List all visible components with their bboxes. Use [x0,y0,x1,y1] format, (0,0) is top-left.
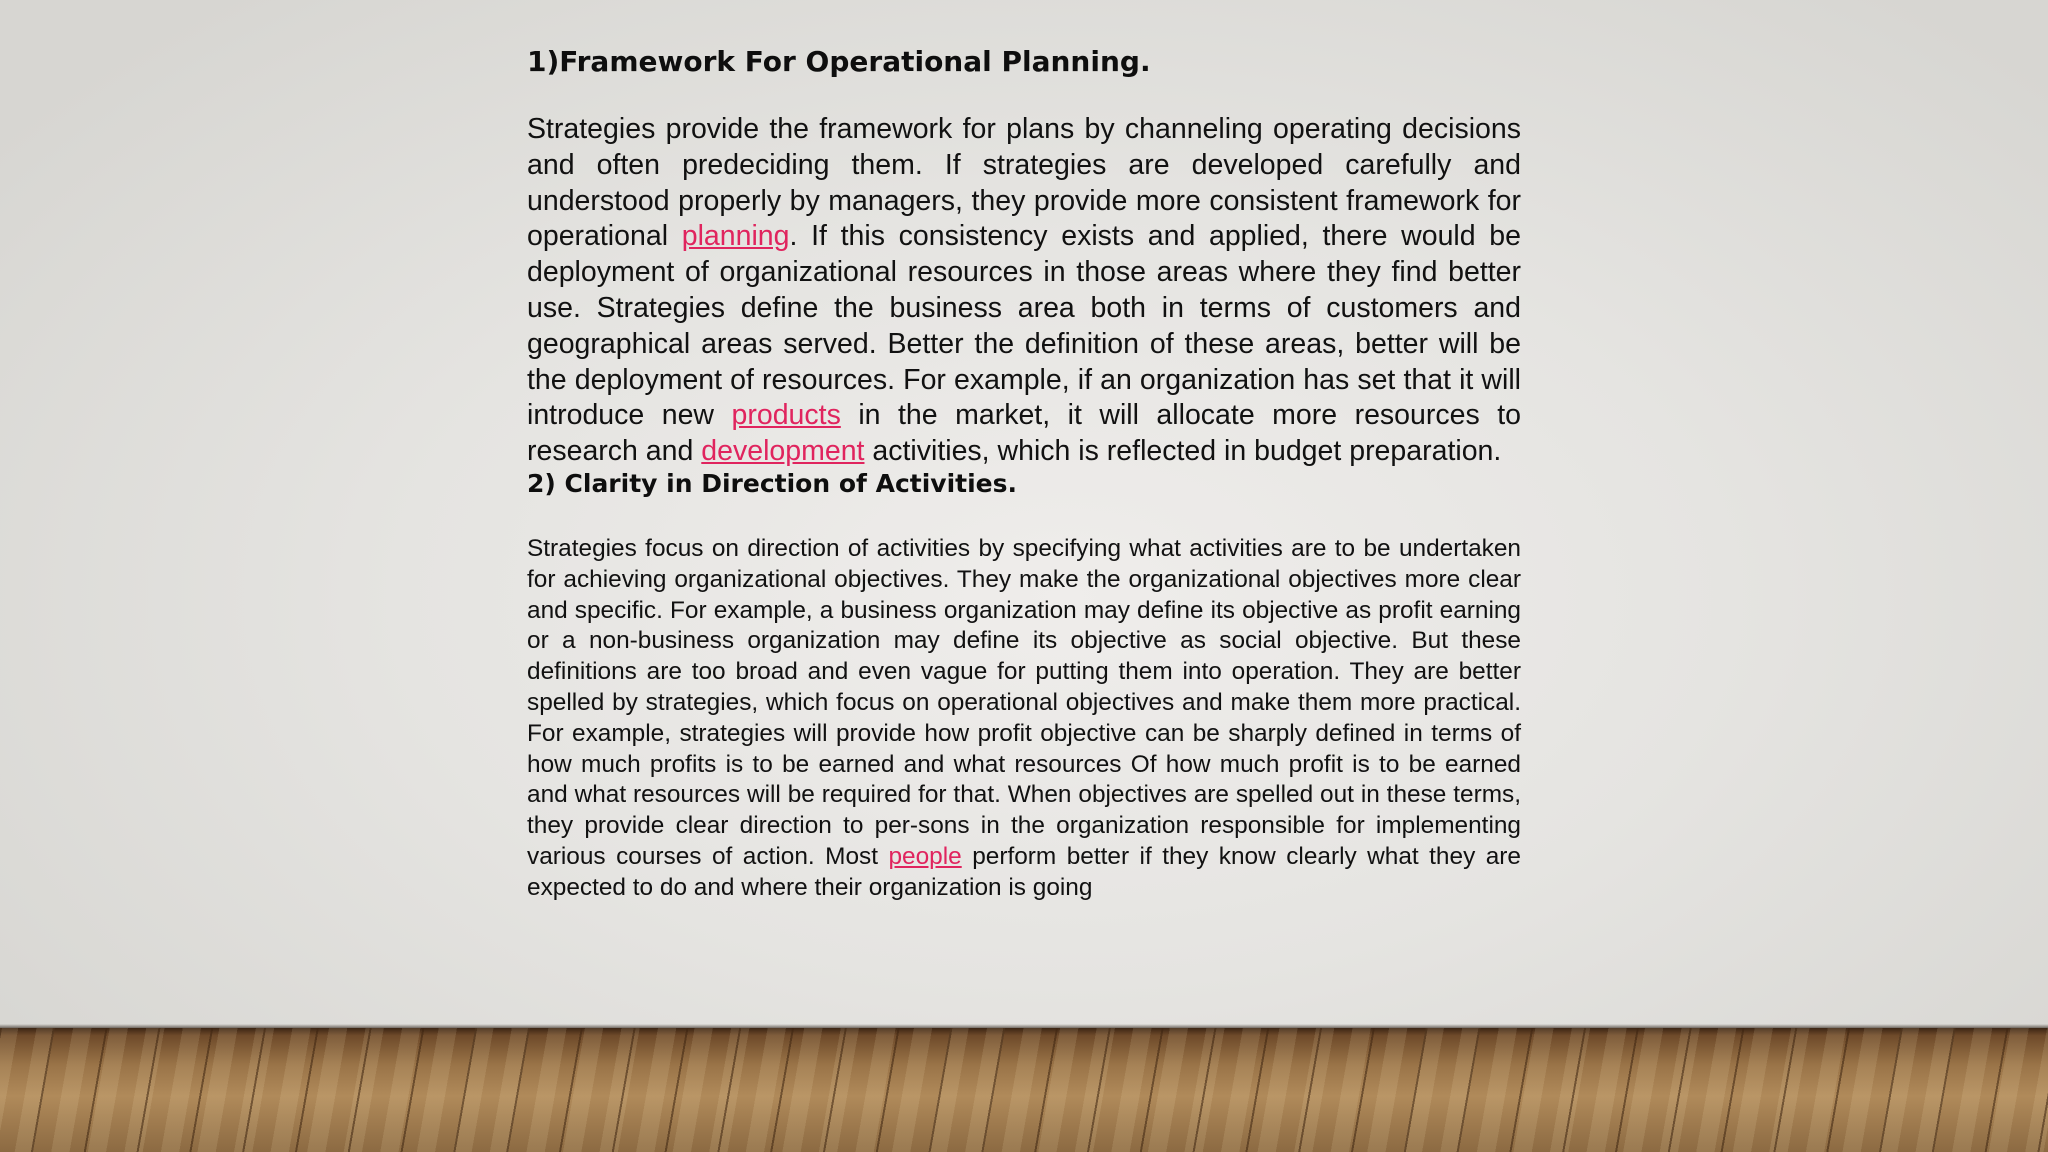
section-1-text-part-4: activities, which is reflected in budget preparation. [864,435,1502,468]
section-2-heading: 2) Clarity in Direction of Activities. [527,468,1018,498]
wood-floor [0,1028,2048,1152]
section-1-text-part-1: Strategies provide the framework for plans by channeling operating decisions and often predeciding them. If strategies are developed carefully and understood properly by managers, they provide more consistent framework for operational [527,113,1521,253]
section-2-text-part-2: perform better if they know clearly what they are expected to do and where their organization is going [527,842,1521,901]
development-link[interactable]: development [701,435,865,468]
products-link[interactable]: products [731,399,841,432]
section-1-heading: 1)Framework For Operational Planning. [527,45,1151,78]
section-1-text-part-2: . If this consistency exists and applied, there would be deployment of organizational resources in those areas where they find better use. Strategies define the business area both in terms of customers and geographical areas served. Better the definition of these areas, better will be the deployment of resources. For example, if an organization has set that it will introduce new [527,220,1521,432]
section-2-text-part-1: Strategies focus on direction of activities by specifying what activities are to be undertaken for achieving organizational objectives. They make the organizational objectives more clear and specific. For example, a business organization may define its objective as profit earning or a non-business organization may define its objective as social objective. But these definitions are too broad and even vague for putting them into operation. They are better spelled by strategies, which focus on operational objectives and make them more practical. For example, strategies will provide how profit objective can be sharply defined in terms of how much profits is to be earned and what resources Of how much profit is to be earned and what resources will be required for that. When objectives are spelled out in these terms, they provide clear direction to per-sons in the organization responsible for implementing various courses of action. Most [527,534,1521,870]
slide-content [527,40,1521,904]
section-1-paragraph [527,112,1521,470]
section-1-text-part-3: in the market, it will allocate more resources to research and [527,399,1521,468]
people-link[interactable]: people [888,842,962,870]
section-2-paragraph [527,534,1521,904]
planning-link[interactable]: planning [681,220,790,253]
